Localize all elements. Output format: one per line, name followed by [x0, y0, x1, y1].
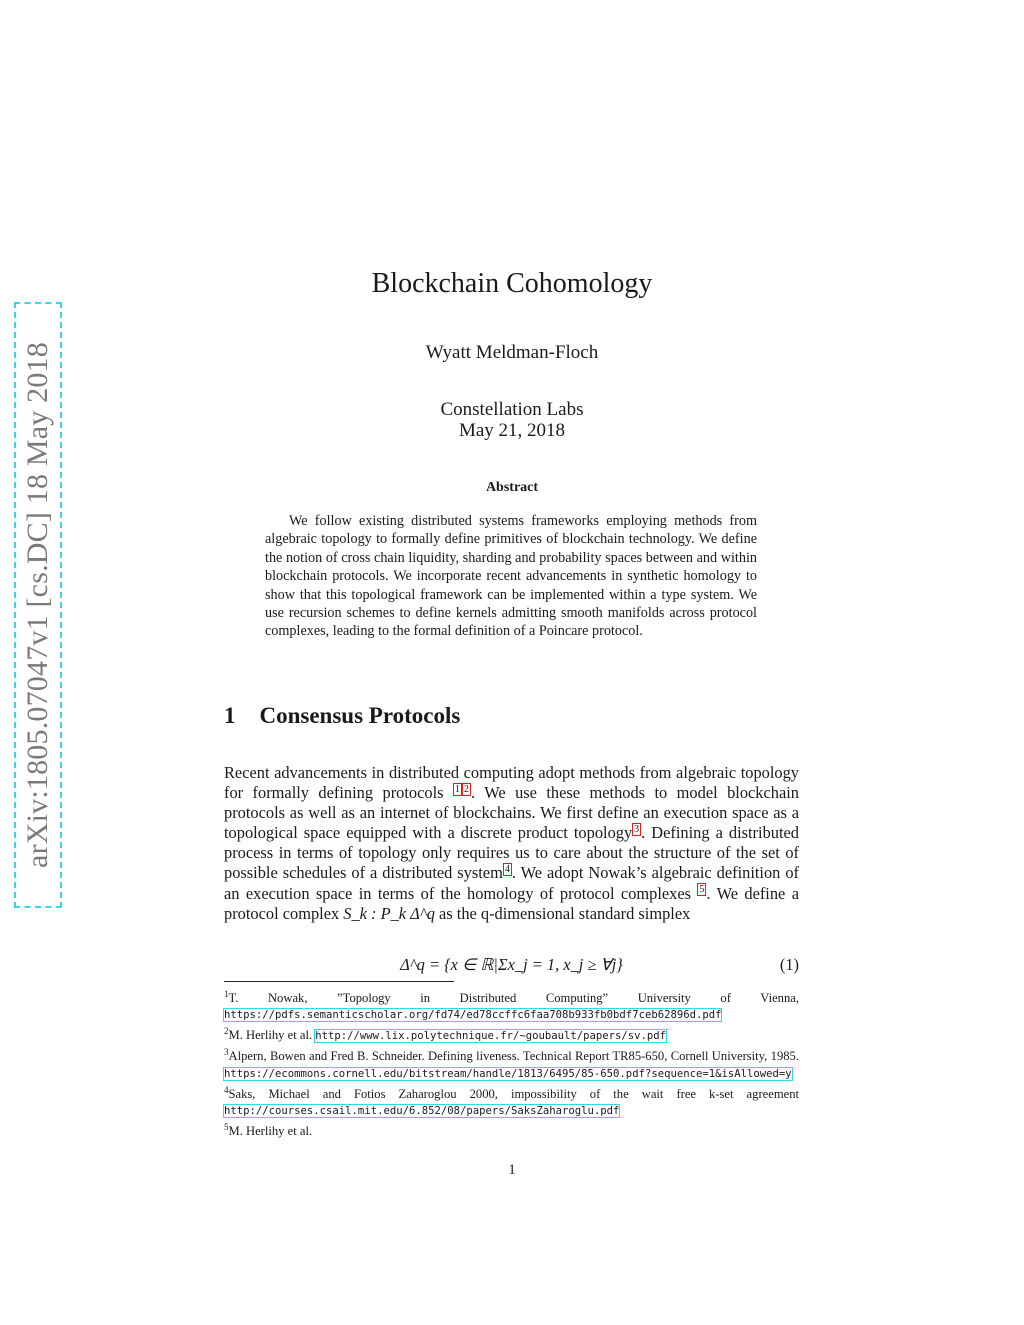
body-text: . We define a protocol complex [224, 883, 799, 923]
footnote-ref-4[interactable]: 4 [504, 864, 510, 875]
body-text: . We use these methods to model blockchain protocols as well as an internet of blockchains. We first define an execution space as a topological space equipped with a discrete product topology [224, 783, 799, 843]
footnote-text: Saks, Michael and Fotios Zaharoglou 2000, impossibility of the wait free k-set agreement [228, 1086, 799, 1101]
footnote-link[interactable]: http://www.lix.polytechnique.fr/~goubault/papers/sv.pdf [315, 1030, 667, 1043]
footnote-ref-1[interactable]: 1 [454, 783, 460, 795]
footnote-text: Alpern, Bowen and Fred B. Schneider. Defining liveness. Technical Report TR85-650, Cornell University, 1985. [228, 1049, 799, 1064]
body-text: as the q-dimensional standard simplex [439, 903, 691, 923]
section-heading [224, 703, 460, 729]
footnote-link[interactable]: http://courses.csail.mit.edu/6.852/08/papers/SaksZaharoglu.pdf [224, 1104, 620, 1117]
page-number: 1 [508, 1162, 516, 1178]
paper-title: Blockchain Cohomology [371, 268, 653, 299]
footnote-ref-2[interactable]: 2 [463, 783, 469, 795]
body-text: . We adopt Nowak’s algebraic definition of an execution space in terms of the homology of protocol complexes [224, 863, 799, 903]
footnote-link[interactable]: https://ecommons.cornell.edu/bitstream/handle/1813/6495/85-650.pdf?sequence=1&isAllowed=y [224, 1067, 792, 1080]
abstract-body [265, 512, 757, 641]
footnote-mark: 3 [224, 1047, 229, 1058]
footnote-ref-5[interactable]: 5 [699, 884, 705, 896]
affiliation-block [0, 399, 1024, 441]
footnote-mark: 5 [224, 1121, 229, 1132]
footnote-mark: 4 [224, 1084, 229, 1095]
footnote-ref-3[interactable]: 3 [634, 823, 640, 835]
footnote-text: M. Herlihy et al. [228, 1028, 313, 1043]
body-text: . Defining a distributed process in terms of topology only requires us to care about the structure of the set of possible schedules of a distributed system [224, 823, 799, 883]
footnote-3 [224, 1044, 799, 1081]
footnote-text: M. Herlihy et al. [228, 1123, 313, 1138]
paper-date: May 21, 2018 [458, 420, 566, 441]
footnote-text: T. Nowak, ”Topology in Distributed Computing” University of Vienna, [228, 991, 799, 1006]
paper-author: Wyatt Meldman-Floch [425, 342, 599, 363]
footnote-1 [224, 986, 799, 1023]
inline-math: S_k : P_k Δ^q [343, 903, 435, 923]
footnote-mark: 2 [224, 1026, 229, 1037]
footnote-5 [224, 1119, 799, 1139]
arxiv-stamp[interactable]: arXiv:1805.07047v1 [cs.DC] 18 May 2018 [21, 342, 54, 868]
footnote-2 [224, 1023, 799, 1044]
abstract-heading: Abstract [485, 480, 539, 495]
affiliation: Constellation Labs [440, 399, 584, 420]
equation-number: (1) [779, 955, 799, 974]
footnotes [224, 986, 799, 1139]
equation-body: Δ^q = {x ∈ ℝ|Σx_j = 1, x_j ≥ ∀j} [400, 955, 623, 974]
section-number: 1 [224, 703, 236, 728]
footnote-link[interactable]: https://pdfs.semanticscholar.org/fd74/ed78ccffc6faa708b933fb0bdf7ceb62896d.pdf [224, 1009, 722, 1022]
footnote-rule [224, 981, 454, 982]
body-paragraph [224, 763, 799, 924]
abstract-text: We follow existing distributed systems frameworks employing methods from algebraic topology to formally define primitives of blockchain technology. We define the notion of cross chain liquidity, sharding and probability spaces between and within blockchain protocols. We incorporate recent advancements in synthetic homology to show that this topological framework can be implemented within a type system. We use recursion schemes to define kernels admitting smooth manifolds across protocol complexes, leading to the formal definition of a Poincare protocol. [265, 513, 757, 640]
body-text: Recent advancements in distributed computing adopt methods from algebraic topology for formally defining protocols [224, 763, 799, 803]
footnote-4 [224, 1082, 799, 1119]
footnote-mark: 1 [224, 989, 229, 999]
section-title: Consensus Protocols [259, 703, 461, 728]
